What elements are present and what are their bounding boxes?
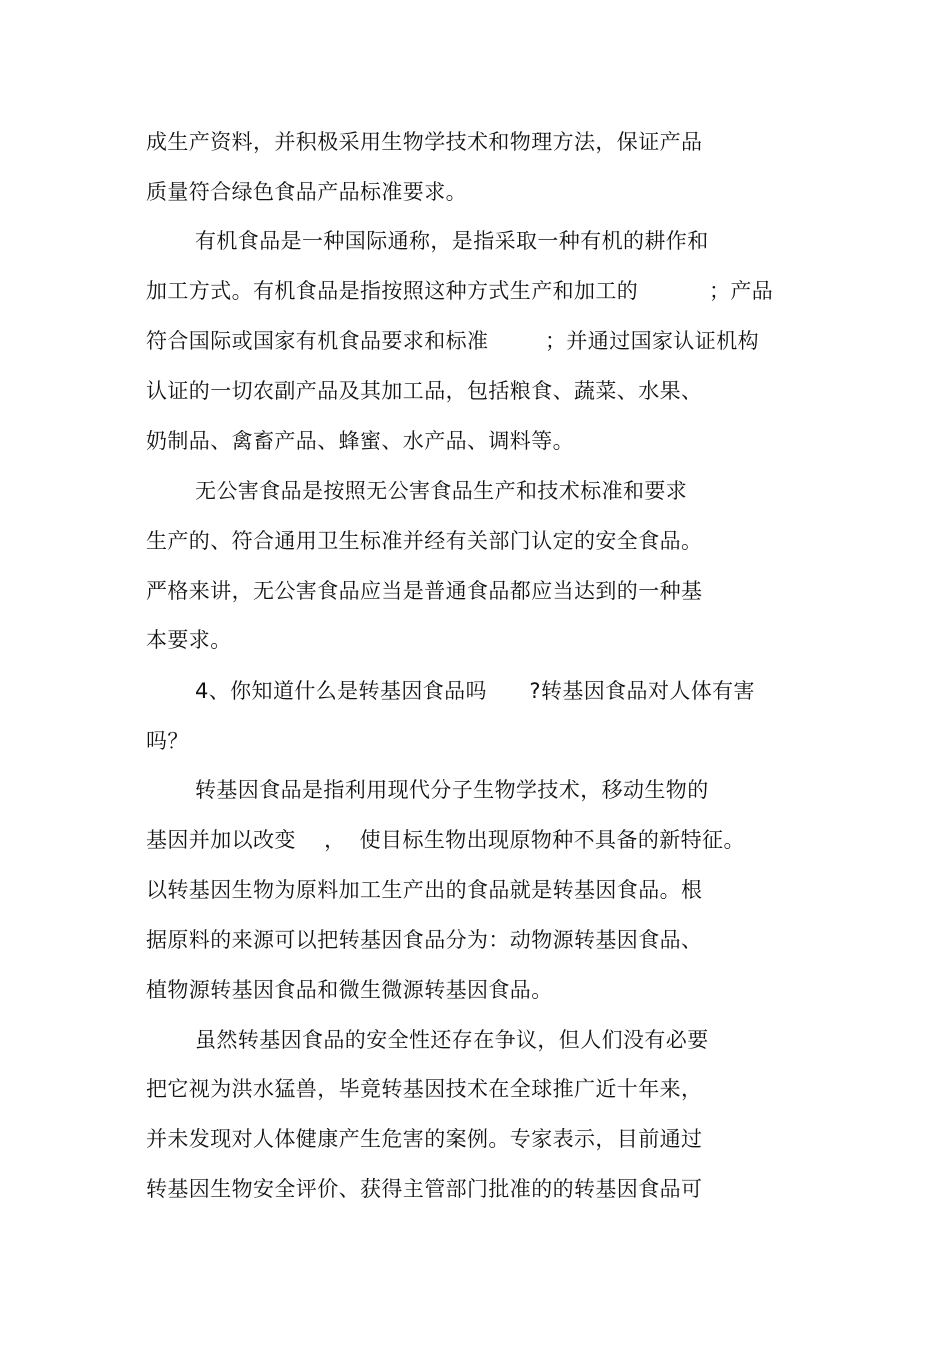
paragraph-start-line: 有机食品是一种国际通称，是指采取一种有机的耕作和: [195, 229, 709, 253]
text-line: 奶制品、禽畜产品、蜂蜜、水产品、调料等。: [146, 429, 574, 453]
text-line: 据原料的来源可以把转基因食品分为：动物源转基因食品、: [146, 928, 703, 952]
text-line: 以转基因生物为原料加工生产出的食品就是转基因食品。根: [146, 878, 703, 902]
text-line: 转基因生物安全评价、获得主管部门批准的的转基因食品可: [146, 1177, 703, 1201]
text-line: 植物源转基因食品和微生微源转基因食品。: [146, 978, 553, 1002]
question-heading-line: 吗？: [146, 729, 189, 753]
question-heading-line: 4、你知道什么是转基因食品吗 ?转基因食品对人体有害: [195, 679, 755, 703]
text-line: 加工方式。有机食品是指按照这种方式生产和加工的 ；产品: [146, 279, 774, 303]
paragraph-start-line: 无公害食品是按照无公害食品生产和技术标准和要求: [195, 479, 688, 503]
text-line: 质量符合绿色食品产品标准要求。: [146, 180, 467, 204]
text-line: 基因并加以改变 ， 使目标生物出现原物种不具备的新特征。: [146, 828, 745, 852]
paragraph-start-line: 虽然转基因食品的安全性还存在争议，但人们没有必要: [195, 1028, 709, 1052]
text-line: 符合国际或国家有机食品要求和标准 ；并通过国家认证机构: [146, 329, 759, 353]
text-line: 严格来讲，无公害食品应当是普通食品都应当达到的一种基: [146, 579, 703, 603]
text-line: 生产的、符合通用卫生标准并经有关部门认定的安全食品。: [146, 529, 703, 553]
text-line: 本要求。: [146, 628, 232, 652]
text-line: 把它视为洪水猛兽，毕竟转基因技术在全球推广近十年来，: [146, 1077, 703, 1101]
paragraph-start-line: 转基因食品是指利用现代分子生物学技术，移动生物的: [195, 778, 709, 802]
text-line: 认证的一切农副产品及其加工品，包括粮食、蔬菜、水果、: [146, 379, 703, 403]
text-line: 成生产资料，并积极采用生物学技术和物理方法，保证产品: [146, 130, 703, 154]
text-line: 并未发现对人体健康产生危害的案例。专家表示，目前通过: [146, 1127, 703, 1151]
